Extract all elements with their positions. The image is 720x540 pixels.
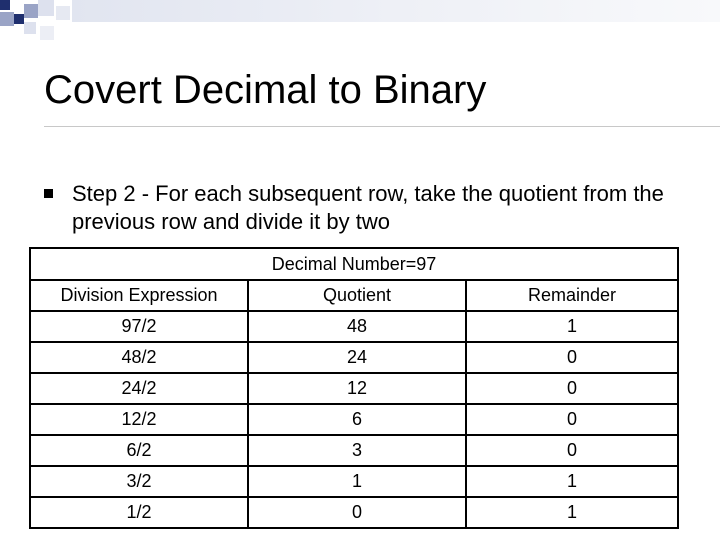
cell-remainder: 0 — [466, 342, 678, 373]
table-caption-row — [30, 248, 678, 280]
square-bullet-icon — [44, 189, 53, 198]
cell-remainder: 0 — [466, 435, 678, 466]
cell-remainder: 1 — [466, 466, 678, 497]
header-remainder: Remainder — [466, 280, 678, 311]
bullet-text: Step 2 - For each subsequent row, take the quotient from the previous row and divide it by two — [72, 181, 664, 234]
table-row — [30, 311, 678, 342]
cell-quotient: 6 — [248, 404, 466, 435]
cell-quotient: 3 — [248, 435, 466, 466]
conversion-table — [29, 247, 679, 529]
table-row — [30, 497, 678, 528]
table-row — [30, 404, 678, 435]
cell-expression: 6/2 — [30, 435, 248, 466]
cell-quotient: 0 — [248, 497, 466, 528]
cell-quotient: 48 — [248, 311, 466, 342]
table-row — [30, 342, 678, 373]
table-row — [30, 435, 678, 466]
cell-remainder: 1 — [466, 497, 678, 528]
cell-remainder: 0 — [466, 373, 678, 404]
slide-title: Covert Decimal to Binary — [44, 68, 487, 112]
cell-quotient: 1 — [248, 466, 466, 497]
cell-expression: 3/2 — [30, 466, 248, 497]
table-row — [30, 466, 678, 497]
cell-expression: 48/2 — [30, 342, 248, 373]
title-divider — [44, 126, 720, 127]
cell-expression: 1/2 — [30, 497, 248, 528]
header-quotient: Quotient — [248, 280, 466, 311]
decorative-header-pattern — [0, 0, 720, 48]
cell-remainder: 1 — [466, 311, 678, 342]
cell-quotient: 24 — [248, 342, 466, 373]
cell-remainder: 0 — [466, 404, 678, 435]
header-division-expression: Division Expression — [30, 280, 248, 311]
table-header-row — [30, 280, 678, 311]
cell-expression: 24/2 — [30, 373, 248, 404]
table-row — [30, 373, 678, 404]
cell-expression: 97/2 — [30, 311, 248, 342]
cell-expression: 12/2 — [30, 404, 248, 435]
cell-quotient: 12 — [248, 373, 466, 404]
table-caption: Decimal Number=97 — [30, 248, 678, 280]
